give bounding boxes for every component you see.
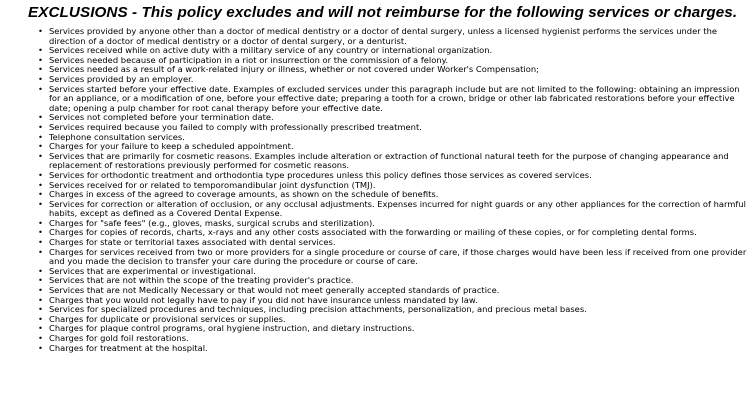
exclusion-text: Services received while on active duty with a military service of any country or international organization.: [49, 45, 493, 56]
exclusion-text: Charges for your failure to keep a scheduled appointment.: [49, 141, 294, 152]
exclusion-item: [36, 200, 748, 219]
bullet-icon: •: [38, 237, 43, 248]
exclusion-text: Services that are primarily for cosmetic reasons. Examples include alteration or extraction of functional natural teeth for the purpose of changing appearance and replacement of restorations previously performed for cosmetic reasons.: [49, 150, 729, 171]
bullet-icon: •: [38, 131, 43, 142]
exclusion-text: Charges for state or territorial taxes associated with dental services.: [49, 237, 336, 248]
exclusion-text: Services that are experimental or investigational.: [49, 265, 256, 276]
exclusion-text: Charges that you would not legally have to pay if you did not have insurance unless mandated by law.: [49, 294, 478, 305]
exclusion-text: Charges for duplicate or provisional services or supplies.: [49, 313, 286, 324]
bullet-icon: •: [38, 189, 43, 200]
bullet-icon: •: [38, 333, 43, 343]
exclusions-list: [36, 27, 748, 353]
bullet-icon: •: [38, 198, 43, 209]
exclusion-item: [36, 85, 748, 114]
bullet-icon: •: [38, 121, 43, 132]
bullet-icon: •: [38, 342, 43, 353]
exclusion-text: Charges for gold foil restorations.: [49, 333, 189, 343]
exclusion-text: Services for orthodontic treatment and orthodontia type procedures unless this policy defines those services as covered services.: [49, 169, 592, 180]
bullet-icon: •: [38, 323, 43, 334]
bullet-icon: •: [38, 45, 43, 56]
exclusion-text: Services that are not Medically Necessary or that would not meet generally accepted standards of practice.: [49, 285, 500, 296]
bullet-icon: •: [38, 265, 43, 276]
bullet-icon: •: [38, 26, 43, 36]
exclusion-item: [36, 248, 748, 267]
bullet-icon: •: [38, 246, 43, 257]
exclusion-text: Services not completed before your termination date.: [49, 112, 274, 123]
bullet-icon: •: [38, 227, 43, 238]
exclusion-text: Services needed because of participation in a riot or insurrection or the commission of a felony.: [49, 54, 449, 65]
exclusion-item: [36, 27, 748, 46]
bullet-icon: •: [38, 294, 43, 305]
exclusion-text: Charges for plaque control programs, oral hygiene instruction, and dietary instructions.: [49, 323, 415, 334]
exclusion-text: Charges in excess of the agreed to coverage amounts, as shown on the schedule of benefits.: [49, 189, 439, 200]
exclusion-text: Telephone consultation services.: [49, 131, 185, 142]
bullet-icon: •: [38, 275, 43, 286]
exclusion-text: Services provided by an employer.: [49, 73, 194, 84]
exclusion-text: Charges for treatment at the hospital.: [49, 342, 208, 353]
exclusion-item: [36, 344, 748, 354]
bullet-icon: •: [38, 150, 43, 161]
exclusion-text: Charges for "safe fees" (e.g., gloves, masks, surgical scrubs and sterilization).: [49, 217, 375, 228]
exclusion-item: [36, 152, 748, 171]
exclusion-text: Services provided by anyone other than a doctor of medical dentistry or a doctor of dental surgery, unless a licensed hygienist performs the services under the direction of a doctor of medical dentistry or a doctor of dental surgery, or a denturist.: [49, 26, 717, 46]
exclusion-text: Services for correction or alteration of occlusion, or any occlusal adjustments. Expenses incurred for night guards or any other appliances for the correction of harmful habits, except as defined as a Covered Dental Expense.: [49, 198, 746, 219]
bullet-icon: •: [38, 304, 43, 315]
bullet-icon: •: [38, 141, 43, 152]
exclusions-heading: EXCLUSIONS - This policy excludes and will not reimburse for the following services or charges.: [28, 4, 738, 21]
bullet-icon: •: [38, 169, 43, 180]
bullet-icon: •: [38, 73, 43, 84]
bullet-icon: •: [38, 54, 43, 65]
exclusion-text: Services required because you failed to comply with professionally prescribed treatment.: [49, 121, 422, 132]
bullet-icon: •: [38, 179, 43, 190]
exclusion-text: Charges for copies of records, charts, x-rays and any other costs associated with the forwarding or mailing of these copies, or for completing dental forms.: [49, 227, 697, 238]
bullet-icon: •: [38, 285, 43, 296]
bullet-icon: •: [38, 217, 43, 228]
exclusion-text: Charges for services received from two or more providers for a single procedure or course of care, if those charges would have been less if received from one provider and you made the decision to transfer your care during the procedure or course of care.: [49, 246, 747, 267]
bullet-icon: •: [38, 83, 43, 94]
exclusion-text: Services received for or related to temporomandibular joint dysfunction (TMJ).: [49, 179, 376, 190]
exclusion-text: Services that are not within the scope of the treating provider's practice.: [49, 275, 354, 286]
exclusion-text: Services needed as a result of a work-related injury or illness, whether or not covered under Worker's Compensation;: [49, 64, 539, 75]
bullet-icon: •: [38, 64, 43, 75]
exclusion-text: Services for specialized procedures and techniques, including precision attachments, personalization, and precious metal bases.: [49, 304, 587, 315]
bullet-icon: •: [38, 112, 43, 123]
exclusion-text: Services started before your effective date. Examples of excluded services under this paragraph include but are not limited to the following: obtaining an impression for an appliance, or a modification of one, before your effective date; preparing a tooth for a crown, bridge or other lab fabricated restorations before your effective date; opening a pulp chamber for root canal therapy before your effective date.: [49, 83, 740, 113]
bullet-icon: •: [38, 313, 43, 324]
